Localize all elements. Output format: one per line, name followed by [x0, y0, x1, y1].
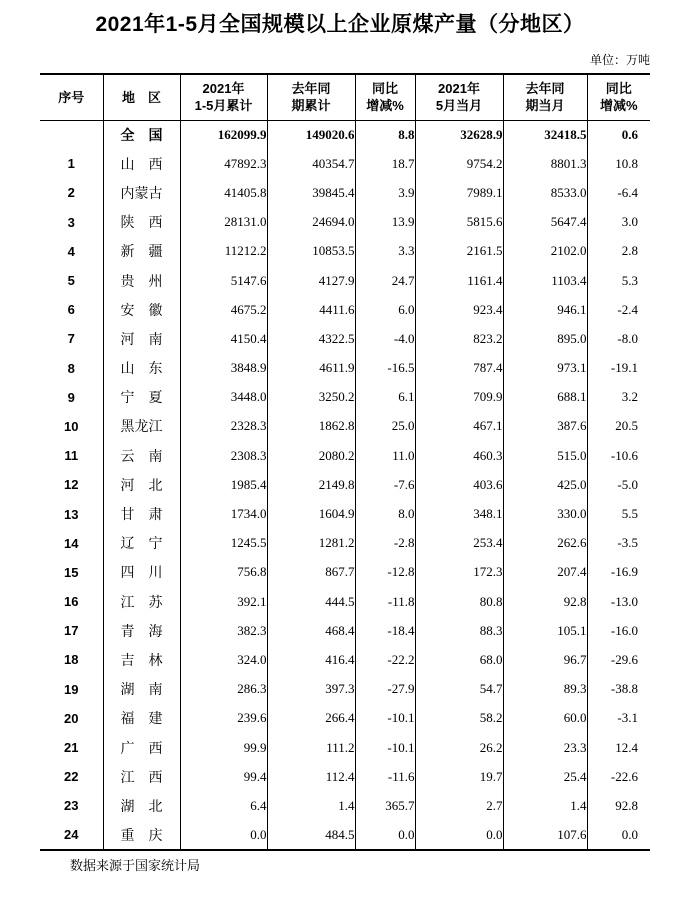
table-row: [40, 470, 650, 499]
cell-value-yoy-cum: -7.6: [355, 470, 415, 499]
table-row: [40, 733, 650, 762]
cell-value-cum-2021: 1734.0: [180, 499, 267, 528]
cell-index: 16: [40, 587, 103, 616]
cell-value-month-prev: 425.0: [503, 470, 587, 499]
cell-value-month-2021: 26.2: [415, 733, 503, 762]
cell-value-cum-prev: 111.2: [267, 733, 355, 762]
table-row: [40, 178, 650, 207]
cell-index: 5: [40, 266, 103, 295]
cell-value-yoy-cum: -11.8: [355, 587, 415, 616]
cell-value-yoy-cum: 25.0: [355, 412, 415, 441]
cell-value-month-2021: 403.6: [415, 470, 503, 499]
cell-value-yoy-cum: -16.5: [355, 354, 415, 383]
cell-value-yoy-month: 5.3: [621, 272, 638, 288]
table-row: [40, 295, 650, 324]
cell-value-cum-2021: 286.3: [180, 675, 267, 704]
cell-value-yoy-month: 12.4: [615, 739, 638, 755]
table-body: [40, 120, 650, 850]
cell-value-cum-prev: 468.4: [267, 616, 355, 645]
cell-value-month-prev: 688.1: [503, 383, 587, 412]
cell-value-yoy-cum: 6.1: [355, 383, 415, 412]
cell-value-month-prev: 5647.4: [503, 208, 587, 237]
cell-value-cum-2021: 392.1: [180, 587, 267, 616]
table-row: [40, 675, 650, 704]
cell-region: 山 西: [103, 149, 180, 178]
cell-region: 河 北: [103, 470, 180, 499]
cell-value-yoy-month: -6.4: [617, 184, 638, 200]
cell-value-month-prev: 515.0: [503, 441, 587, 470]
cell-value-month-2021: 58.2: [415, 704, 503, 733]
cell-region: 陕 西: [103, 208, 180, 237]
cell-region: 山 东: [103, 354, 180, 383]
cell-index: 1: [40, 149, 103, 178]
cell-region: 甘 肃: [103, 499, 180, 528]
cell-value-cum-prev: 867.7: [267, 558, 355, 587]
cell-region: 四 川: [103, 558, 180, 587]
header-cell-index: 序号: [40, 74, 103, 120]
cell-value-cum-prev: 1.4: [267, 791, 355, 820]
cell-value-yoy-month: -2.4: [617, 301, 638, 317]
cell-value-yoy-month: 92.8: [615, 797, 638, 813]
cell-value-yoy-month: 0.0: [621, 826, 638, 842]
cell-value-month-2021: 0.0: [415, 821, 503, 850]
header-cell-month-prev: 去年同 期当月: [503, 74, 587, 120]
cell-value-month-prev: 207.4: [503, 558, 587, 587]
cell-value-month-2021: 68.0: [415, 645, 503, 674]
cell-value-month-2021: 787.4: [415, 354, 503, 383]
cell-index: 3: [40, 208, 103, 237]
table-row: [40, 266, 650, 295]
cell-index: 7: [40, 324, 103, 353]
cell-value-cum-2021: 324.0: [180, 645, 267, 674]
header-cell-yoy-cum: 同比 增减%: [355, 74, 415, 120]
cell-value-month-2021: 32628.9: [415, 120, 503, 149]
cell-value-month-prev: 895.0: [503, 324, 587, 353]
cell-value-cum-2021: 99.9: [180, 733, 267, 762]
cell-value-month-prev: 32418.5: [503, 120, 587, 149]
cell-value-cum-2021: 5147.6: [180, 266, 267, 295]
table-row: [40, 324, 650, 353]
cell-value-month-prev: 330.0: [503, 499, 587, 528]
cell-value-cum-2021: 0.0: [180, 821, 267, 850]
cell-value-yoy-cum: 3.9: [355, 178, 415, 207]
cell-index: 12: [40, 470, 103, 499]
cell-index: 14: [40, 529, 103, 558]
cell-index: 8: [40, 354, 103, 383]
cell-value-yoy-cum: -12.8: [355, 558, 415, 587]
cell-value-month-2021: 80.8: [415, 587, 503, 616]
cell-index: 18: [40, 645, 103, 674]
cell-value-month-2021: 54.7: [415, 675, 503, 704]
cell-region: 江 西: [103, 762, 180, 791]
cell-value-cum-prev: 4411.6: [267, 295, 355, 324]
cell-value-yoy-cum: -22.2: [355, 645, 415, 674]
cell-value-yoy-cum: -10.1: [355, 733, 415, 762]
cell-value-cum-2021: 162099.9: [180, 120, 267, 149]
cell-value-cum-2021: 3848.9: [180, 354, 267, 383]
cell-value-cum-prev: 444.5: [267, 587, 355, 616]
cell-value-yoy-month: 5.5: [621, 506, 638, 522]
table-row: [40, 383, 650, 412]
cell-value-yoy-cum: -10.1: [355, 704, 415, 733]
table-row: [40, 704, 650, 733]
cell-value-yoy-cum: -27.9: [355, 675, 415, 704]
cell-value-month-2021: 19.7: [415, 762, 503, 791]
cell-value-cum-prev: 266.4: [267, 704, 355, 733]
page-title: 2021年1-5月全国规模以上企业原煤产量（分地区）: [95, 13, 585, 36]
cell-value-month-prev: 2102.0: [503, 237, 587, 266]
header-cell-cum-prev: 去年同 期累计: [267, 74, 355, 120]
cell-value-yoy-month: 2.8: [621, 243, 638, 259]
cell-region: 安 徽: [103, 295, 180, 324]
cell-index: 20: [40, 704, 103, 733]
cell-region: 江 苏: [103, 587, 180, 616]
cell-region: 黑龙江: [103, 412, 180, 441]
cell-value-month-2021: 88.3: [415, 616, 503, 645]
cell-value-month-prev: 23.3: [503, 733, 587, 762]
cell-value-yoy-month: -3.1: [617, 710, 638, 726]
cell-value-month-2021: 2161.5: [415, 237, 503, 266]
cell-index: 11: [40, 441, 103, 470]
cell-value-cum-2021: 1245.5: [180, 529, 267, 558]
table-row: [40, 762, 650, 791]
table-row: [40, 645, 650, 674]
table-row: [40, 587, 650, 616]
cell-value-cum-2021: 6.4: [180, 791, 267, 820]
cell-value-cum-prev: 4127.9: [267, 266, 355, 295]
header-row: [40, 74, 650, 120]
cell-value-cum-prev: 4611.9: [267, 354, 355, 383]
cell-value-cum-2021: 28131.0: [180, 208, 267, 237]
cell-value-cum-prev: 1281.2: [267, 529, 355, 558]
table-row: [40, 237, 650, 266]
table-row: [40, 412, 650, 441]
cell-value-cum-2021: 41405.8: [180, 178, 267, 207]
cell-value-cum-prev: 397.3: [267, 675, 355, 704]
cell-value-cum-2021: 2328.3: [180, 412, 267, 441]
cell-value-month-2021: 5815.6: [415, 208, 503, 237]
cell-value-cum-prev: 4322.5: [267, 324, 355, 353]
cell-region: 湖 南: [103, 675, 180, 704]
cell-value-month-prev: 262.6: [503, 529, 587, 558]
cell-region: 福 建: [103, 704, 180, 733]
cell-value-yoy-cum: 8.8: [355, 120, 415, 149]
cell-value-cum-2021: 239.6: [180, 704, 267, 733]
coal-production-table: [40, 73, 650, 851]
cell-value-yoy-month: -13.0: [610, 593, 638, 609]
cell-index: 23: [40, 791, 103, 820]
cell-value-cum-2021: 47892.3: [180, 149, 267, 178]
cell-value-month-prev: 60.0: [503, 704, 587, 733]
cell-region: 新 疆: [103, 237, 180, 266]
cell-value-month-prev: 107.6: [503, 821, 587, 850]
cell-value-month-prev: 8533.0: [503, 178, 587, 207]
cell-value-cum-2021: 1985.4: [180, 470, 267, 499]
cell-value-cum-2021: 4150.4: [180, 324, 267, 353]
cell-value-cum-prev: 3250.2: [267, 383, 355, 412]
cell-value-yoy-cum: -2.8: [355, 529, 415, 558]
cell-index: 24: [40, 821, 103, 850]
cell-value-cum-2021: 99.4: [180, 762, 267, 791]
cell-value-month-prev: 1103.4: [503, 266, 587, 295]
unit-note: 单位：万吨: [589, 53, 650, 67]
cell-value-cum-prev: 149020.6: [267, 120, 355, 149]
cell-value-month-2021: 467.1: [415, 412, 503, 441]
cell-value-yoy-month: -22.6: [610, 768, 638, 784]
cell-value-yoy-month: -29.6: [610, 651, 638, 667]
cell-index: 13: [40, 499, 103, 528]
cell-value-cum-prev: 40354.7: [267, 149, 355, 178]
cell-index: 6: [40, 295, 103, 324]
cell-value-cum-prev: 10853.5: [267, 237, 355, 266]
data-source-note: 数据来源于国家统计局: [70, 857, 201, 873]
table-row: [40, 441, 650, 470]
header-cell-cum-2021: 2021年 1-5月累计: [180, 74, 267, 120]
cell-value-yoy-cum: 11.0: [355, 441, 415, 470]
table-row: [40, 791, 650, 820]
table-header: [40, 74, 650, 120]
cell-value-month-prev: 25.4: [503, 762, 587, 791]
table-row: [40, 120, 650, 149]
cell-value-cum-prev: 2080.2: [267, 441, 355, 470]
cell-index: 2: [40, 178, 103, 207]
cell-value-yoy-month: -8.0: [617, 330, 638, 346]
cell-index: 21: [40, 733, 103, 762]
cell-value-yoy-cum: 13.9: [355, 208, 415, 237]
cell-index: 17: [40, 616, 103, 645]
cell-value-cum-prev: 2149.8: [267, 470, 355, 499]
cell-region: 贵 州: [103, 266, 180, 295]
cell-value-yoy-cum: 365.7: [355, 791, 415, 820]
cell-value-cum-prev: 24694.0: [267, 208, 355, 237]
cell-value-cum-prev: 39845.4: [267, 178, 355, 207]
cell-index: [40, 120, 103, 149]
cell-value-yoy-month: 0.6: [621, 126, 638, 142]
header-cell-yoy-month: 同比 增减%: [599, 81, 638, 114]
table-row: [40, 558, 650, 587]
cell-region: 重 庆: [103, 821, 180, 850]
table-row: [40, 354, 650, 383]
cell-value-yoy-month: -5.0: [617, 476, 638, 492]
cell-index: 9: [40, 383, 103, 412]
cell-value-yoy-cum: 6.0: [355, 295, 415, 324]
cell-value-yoy-month: -10.6: [610, 447, 638, 463]
cell-region: 吉 林: [103, 645, 180, 674]
cell-region: 河 南: [103, 324, 180, 353]
cell-value-yoy-cum: 24.7: [355, 266, 415, 295]
table-row: [40, 616, 650, 645]
cell-index: 15: [40, 558, 103, 587]
cell-value-month-2021: 709.9: [415, 383, 503, 412]
header-cell-region: 地 区: [103, 74, 180, 120]
cell-value-month-2021: 923.4: [415, 295, 503, 324]
cell-value-month-2021: 7989.1: [415, 178, 503, 207]
cell-value-yoy-cum: 8.0: [355, 499, 415, 528]
cell-value-yoy-cum: 18.7: [355, 149, 415, 178]
cell-region: 广 西: [103, 733, 180, 762]
cell-index: 10: [40, 412, 103, 441]
cell-region: 湖 北: [103, 791, 180, 820]
cell-value-yoy-month: 3.2: [621, 389, 638, 405]
cell-region: 全 国: [103, 120, 180, 149]
cell-region: 辽 宁: [103, 529, 180, 558]
table-row: [40, 821, 650, 850]
cell-value-month-2021: 2.7: [415, 791, 503, 820]
cell-value-month-prev: 1.4: [503, 791, 587, 820]
cell-value-cum-prev: 484.5: [267, 821, 355, 850]
cell-value-month-prev: 96.7: [503, 645, 587, 674]
cell-value-cum-prev: 416.4: [267, 645, 355, 674]
cell-value-month-2021: 172.3: [415, 558, 503, 587]
cell-value-month-prev: 973.1: [503, 354, 587, 383]
cell-region: 云 南: [103, 441, 180, 470]
cell-value-cum-prev: 1604.9: [267, 499, 355, 528]
table-row: [40, 208, 650, 237]
cell-value-yoy-cum: 0.0: [355, 821, 415, 850]
cell-region: 青 海: [103, 616, 180, 645]
cell-region: 宁 夏: [103, 383, 180, 412]
cell-value-month-prev: 8801.3: [503, 149, 587, 178]
cell-index: 4: [40, 237, 103, 266]
cell-value-cum-prev: 1862.8: [267, 412, 355, 441]
cell-value-month-2021: 253.4: [415, 529, 503, 558]
cell-value-yoy-cum: -4.0: [355, 324, 415, 353]
cell-value-cum-2021: 2308.3: [180, 441, 267, 470]
table-row: [40, 149, 650, 178]
cell-value-yoy-month: 20.5: [615, 418, 638, 434]
cell-value-month-2021: 460.3: [415, 441, 503, 470]
cell-value-yoy-month: 10.8: [615, 155, 638, 171]
cell-value-month-prev: 946.1: [503, 295, 587, 324]
cell-value-yoy-month: -3.5: [617, 535, 638, 551]
cell-value-yoy-month: 3.0: [621, 214, 638, 230]
table-row: [40, 499, 650, 528]
cell-value-month-2021: 348.1: [415, 499, 503, 528]
cell-value-yoy-month: -16.0: [610, 622, 638, 638]
cell-value-month-prev: 387.6: [503, 412, 587, 441]
table-row: [40, 529, 650, 558]
cell-value-month-prev: 89.3: [503, 675, 587, 704]
cell-index: 19: [40, 675, 103, 704]
cell-value-yoy-month: -19.1: [610, 360, 638, 376]
cell-value-yoy-cum: 3.3: [355, 237, 415, 266]
cell-value-cum-2021: 756.8: [180, 558, 267, 587]
cell-region: 内蒙古: [103, 178, 180, 207]
cell-index: 22: [40, 762, 103, 791]
cell-value-month-2021: 1161.4: [415, 266, 503, 295]
cell-value-cum-2021: 11212.2: [180, 237, 267, 266]
cell-value-month-2021: 823.2: [415, 324, 503, 353]
cell-value-cum-prev: 112.4: [267, 762, 355, 791]
cell-value-month-2021: 9754.2: [415, 149, 503, 178]
cell-value-yoy-month: -16.9: [610, 564, 638, 580]
header-cell-month-2021: 2021年 5月当月: [415, 74, 503, 120]
cell-value-cum-2021: 3448.0: [180, 383, 267, 412]
cell-value-month-prev: 92.8: [503, 587, 587, 616]
cell-value-cum-2021: 4675.2: [180, 295, 267, 324]
cell-value-yoy-cum: -18.4: [355, 616, 415, 645]
cell-value-cum-2021: 382.3: [180, 616, 267, 645]
cell-value-yoy-cum: -11.6: [355, 762, 415, 791]
cell-value-month-prev: 105.1: [503, 616, 587, 645]
cell-value-yoy-month: -38.8: [610, 681, 638, 697]
